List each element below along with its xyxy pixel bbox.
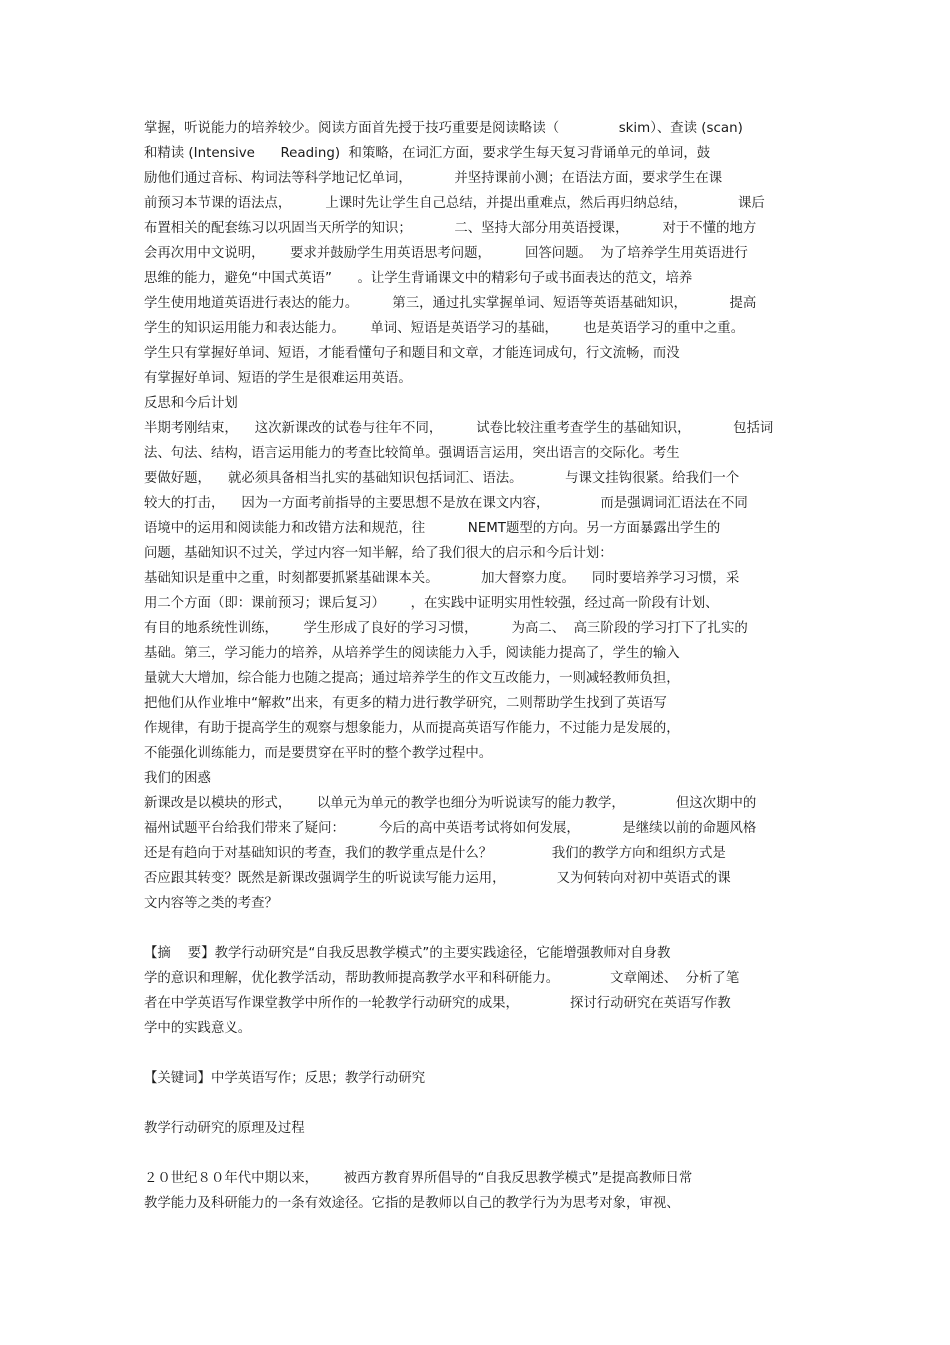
text-line: 基础知识是重中之重，时刻都要抓紧基础课本关。 加大督察力度。 同时要培养学习习惯，采 [144,571,740,586]
text-line: 会再次用中文说明， 要求并鼓励学生用英语思考问题， 回答问题。 为了培养学生用英语进行 [144,246,748,261]
abstract-line: 学中的实践意义。 [144,1021,252,1036]
text-line: 和精读 (Intensive Reading) 和策略，在词汇方面，要求学生每天复习背诵单元的单词，鼓 [144,146,711,161]
abstract-line: 者在中学英语写作课堂教学中所作的一轮教学行动研究的成果， 探讨行动研究在英语写作教 [144,996,731,1011]
text-line: 学生的知识运用能力和表达能力。 单词、短语是英语学习的基础， 也是英语学习的重中之重。 [144,321,745,336]
text-line: 学生只有掌握好单词、短语，才能看懂句子和题目和文章，才能连词成句，行文流畅，而没 [144,346,680,361]
text-line: 有目的地系统性训练， 学生形成了良好的学习习惯， 为高二、 高三阶段的学习打下了扎实的 [144,621,748,636]
section-heading: 教学行动研究的原理及过程 [144,1121,305,1136]
text-line: 布置相关的配套练习以巩固当天所学的知识； 二、坚持大部分用英语授课， 对于不懂的地方 [144,221,757,236]
text-line: 前预习本节课的语法点， 上课时先让学生自己总结，并提出重难点，然后再归纳总结， 课后 [144,196,765,211]
text-line: 有掌握好单词、短语的学生是很难运用英语。 [144,371,412,386]
text-line: 学生使用地道英语进行表达的能力。 第三，通过扎实掌握单词、短语等英语基础知识， 提高 [144,296,757,311]
text-line: 较大的打击， 因为一方面考前指导的主要思想不是放在课文内容， 而是强调词汇语法在不同 [144,496,748,511]
text-line: 还是有趋向于对基础知识的考查，我们的教学重点是什么？ 我们的教学方向和组织方式是 [144,846,726,861]
text-line: 福州试题平台给我们带来了疑问： 今后的高中英语考试将如何发展， 是继续以前的命题风格 [144,821,757,836]
text-line: 要做好题， 就必须具备相当扎实的基础知识包括词汇、语法。 与课文挂钩很紧。给我们一个 [144,471,740,486]
section-heading: 我们的困惑 [144,771,211,786]
text-line: 否应跟其转变？既然是新课改强调学生的听说读写能力运用， 又为何转向对初中英语式的课 [144,871,731,886]
text-line: 掌握，听说能力的培养较少。阅读方面首先授于技巧重要是阅读略读（ skim）、查读 (scan) [144,121,743,136]
text-line: ２０世纪８０年代中期以来， 被西方教育界所倡导的“自我反思教学模式”是提高教师日常 [144,1171,693,1186]
text-line: 基础。第三，学习能力的培养，从培养学生的阅读能力入手，阅读能力提高了，学生的输入 [144,646,680,661]
abstract-line: 【摘 要】教学行动研究是“自我反思教学模式”的主要实践途径，它能增强教师对自身教 [144,946,671,961]
text-line: 语境中的运用和阅读能力和改错方法和规范，往 NEMT题型的方向。另一方面暴露出学生的 [144,521,721,536]
text-line: 把他们从作业堆中“解救”出来，有更多的精力进行教学研究，二则帮助学生找到了英语写 [144,696,667,711]
text-line: 教学能力及科研能力的一条有效途径。它指的是教师以自己的教学行为为思考对象，审视、 [144,1196,680,1211]
text-line: 不能强化训练能力，而是要贯穿在平时的整个教学过程中。 [144,746,493,761]
text-line: 文内容等之类的考查？ [144,896,278,911]
keywords-line: 【关键词】中学英语写作；反思；教学行动研究 [144,1071,426,1086]
text-line: 法、句法、结构，语言运用能力的考查比较简单。强调语言运用，突出语言的交际化。考生 [144,446,680,461]
text-line: 用二个方面（即：课前预习；课后复习） ，在实践中证明实用性较强，经过高一阶段有计划、 [144,596,719,611]
text-line: 作规律，有助于提高学生的观察与想象能力，从而提高英语写作能力，不过能力是发展的， [144,721,680,736]
text-line: 问题，基础知识不过关，学过内容一知半解，给了我们很大的启示和今后计划： [144,546,613,561]
section-heading: 反思和今后计划 [144,396,238,411]
abstract-line: 学的意识和理解，优化教学活动，帮助教师提高教学水平和科研能力。 文章阐述、 分析了笔 [144,971,740,986]
text-line: 思维的能力，避免“中国式英语” 。让学生背诵课文中的精彩句子或书面表达的范文，培养 [144,271,693,286]
text-line: 半期考刚结束， 这次新课改的试卷与往年不同， 试卷比较注重考查学生的基础知识， 包括词 [144,421,774,436]
text-line: 新课改是以模块的形式， 以单元为单元的教学也细分为听说读写的能力教学， 但这次期中的 [144,796,757,811]
text-line: 励他们通过音标、构词法等科学地记忆单词， 并坚持课前小测；在语法方面，要求学生在课 [144,171,723,186]
text-line: 量就大大增加，综合能力也随之提高；通过培养学生的作文互改能力，一则减轻教师负担， [144,671,680,686]
